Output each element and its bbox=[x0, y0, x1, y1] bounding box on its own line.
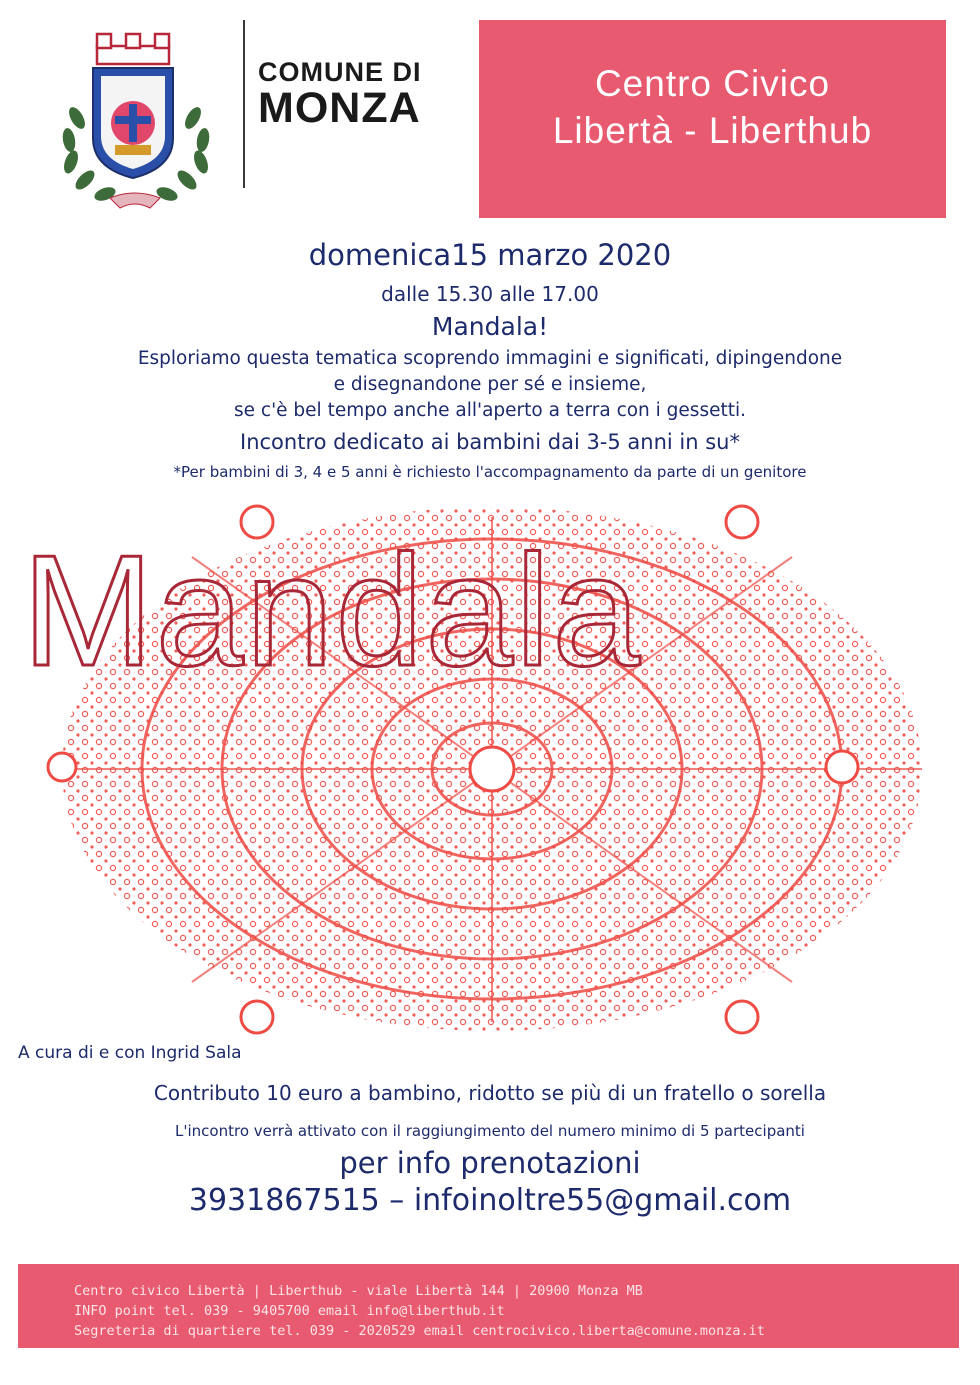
event-time: dalle 15.30 alle 17.00 bbox=[381, 282, 599, 306]
footer-address: Centro civico Libertà | Liberthub - viale Libertà 144 | 20900 Monza MB bbox=[74, 1283, 643, 1299]
description-line: e disegnandone per sé e insieme, bbox=[333, 374, 647, 395]
curator-credit: A cura di e con Ingrid Sala bbox=[18, 1043, 242, 1063]
mandala-title: Mandala bbox=[22, 523, 643, 699]
mandala-artwork bbox=[22, 497, 962, 1042]
comune-di-monza-logo bbox=[258, 58, 422, 130]
footer-secretariat[interactable]: Segreteria di quartiere tel. 039 - 2020529 email centrocivico.liberta@comune.monza.it bbox=[74, 1323, 765, 1339]
activation-note: L'incontro verrà attivato con il raggiungimento del numero minimo di 5 partecipanti bbox=[175, 1122, 805, 1140]
footer-info-point[interactable]: INFO point tel. 039 - 9405700 email info@liberthub.it bbox=[74, 1303, 505, 1319]
description-line: se c'è bel tempo anche all'aperto a terra con i gessetti. bbox=[234, 400, 746, 421]
event-description bbox=[0, 346, 980, 424]
info-label: per info prenotazioni bbox=[339, 1146, 641, 1180]
centro-civico-subtitle: Libertà - Liberthub bbox=[552, 110, 873, 151]
event-date: domenica15 marzo 2020 bbox=[308, 238, 672, 272]
audience-note: *Per bambini di 3, 4 e 5 anni è richiesto l'accompagnamento da parte di un genitore bbox=[173, 463, 807, 481]
event-audience: Incontro dedicato ai bambini dai 3-5 anni in su* bbox=[240, 430, 740, 454]
footer-banner bbox=[18, 1264, 959, 1348]
event-topic: Mandala! bbox=[431, 312, 549, 341]
contact-details[interactable]: 3931867515 – infoinoltre55@gmail.com bbox=[188, 1183, 792, 1218]
comune-line1: COMUNE DI bbox=[258, 57, 422, 87]
description-line: Esploriamo questa tematica scoprendo immagini e significati, dipingendone bbox=[137, 348, 843, 369]
monza-coat-of-arms-icon bbox=[55, 28, 220, 213]
header-divider bbox=[243, 20, 245, 188]
centro-civico-title: Centro Civico bbox=[594, 63, 831, 104]
contribution-info: Contributo 10 euro a bambino, ridotto se più di un fratello o sorella bbox=[153, 1081, 827, 1105]
comune-line2: MONZA bbox=[258, 84, 421, 132]
centro-civico-banner bbox=[479, 20, 946, 218]
